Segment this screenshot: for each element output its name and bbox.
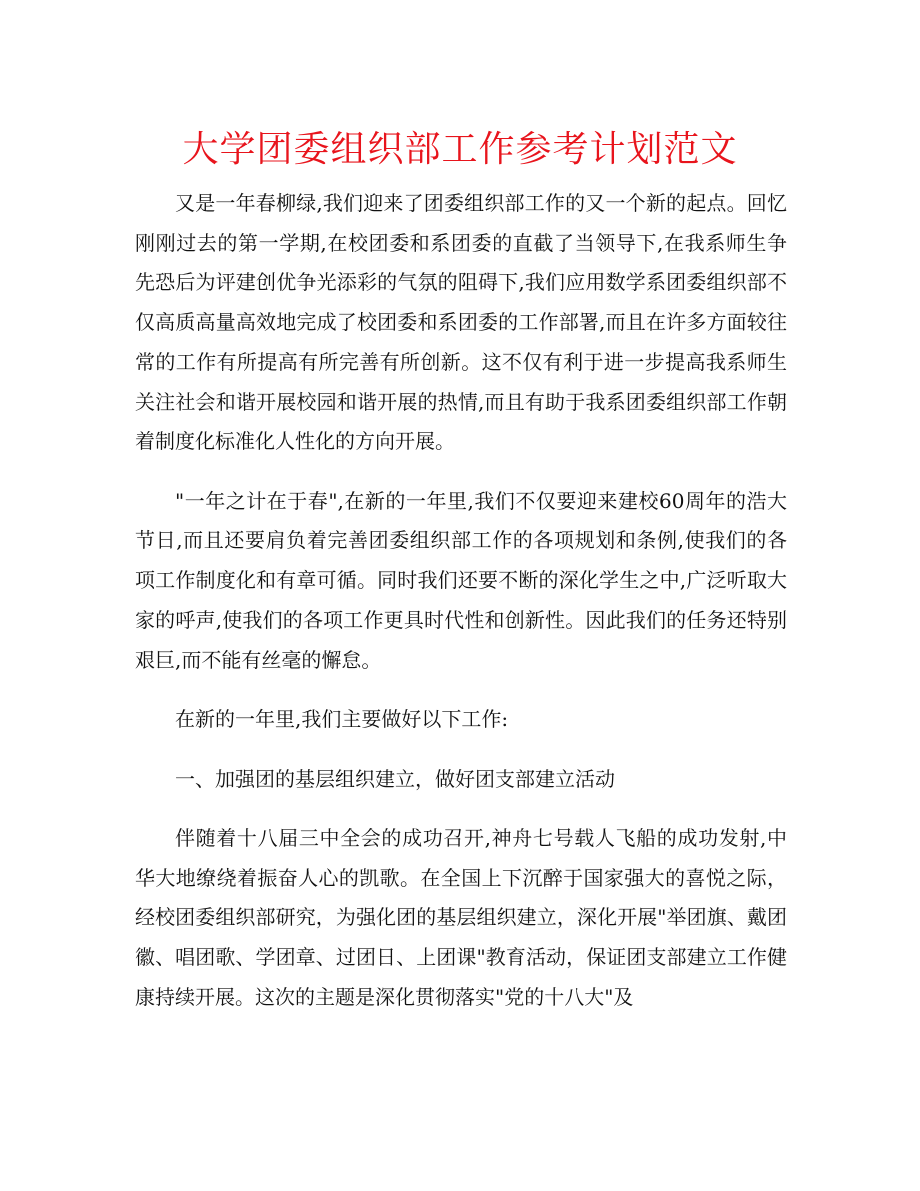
paragraph-plan: "一年之计在于春",在新的一年里,我们不仅要迎来建校60周年的浩大节日,而且还要肩负着完善团委组织部工作的各项规划和条例,使我们的各项工作制度化和有章可循。同时我们还要不断的深化学生之中,广泛听取大家的呼声,使我们的各项工作更具时代性和创新性。因此我们的任务还特别艰巨,而不能有丝毫的懈怠。 <box>135 488 787 672</box>
paragraph-section-1: 伴随着十八届三中全会的成功召开,神舟七号载人飞船的成功发射,中华大地缭绕着振奋人心的凯歌。在全国上下沉醉于国家强大的喜悦之际，经校团委组织部研究，为强化团的基层组织建立，深化开展"举团旗、戴团徽、唱团歌、学团章、过团日、上团课"教育活动，保证团支部建立工作健康持续开展。这次的主题是深化贯彻落实"党的十八大"及 <box>135 826 787 1009</box>
paragraph-intro: 又是一年春柳绿,我们迎来了团委组织部工作的又一个新的起点。回忆刚刚过去的第一学期,在校团委和系团委的直截了当领导下,在我系师生争先恐后为评建创优争光添彩的气氛的阻碍下,我们应用数学系团委组织部不仅高质高量高效地完成了校团委和系团委的工作部署,而且在许多方面较往常的工作有所提高有所完善有所创新。这不仅有利于进一步提高我系师生关注社会和谐开展校园和谐开展的热情,而且有助于我系团委组织部工作朝着制度化标准化人性化的方向开展。 <box>135 191 787 454</box>
document-title: 大学团委组织部工作参考计划范文 <box>182 129 738 170</box>
section-heading-1: 一、加强团的基层组织建立，做好团支部建立活动 <box>175 766 615 791</box>
document-body <box>135 184 787 1037</box>
paragraph-tasks-lead: 在新的一年里,我们主要做好以下工作: <box>175 707 509 732</box>
